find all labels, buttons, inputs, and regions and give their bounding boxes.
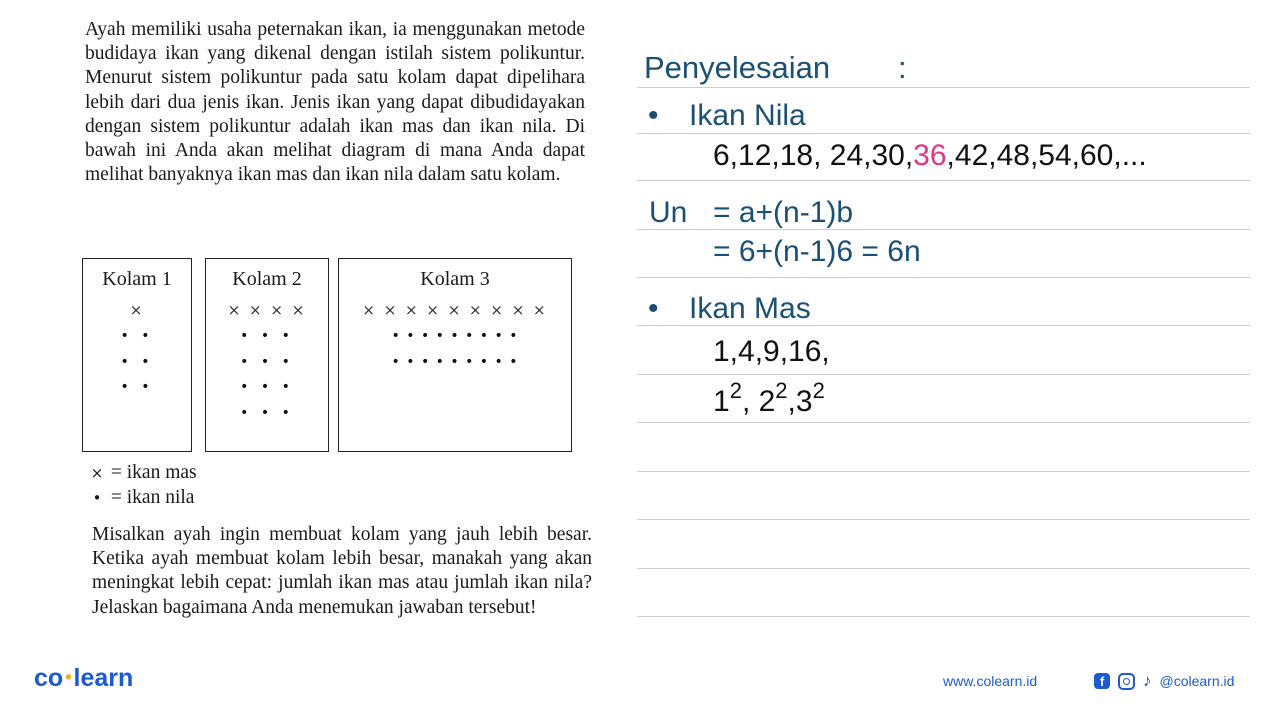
- ruled-line: [637, 568, 1250, 569]
- square-exponent: 2: [812, 378, 825, 403]
- legend-symbol: •: [92, 489, 102, 507]
- un-label: Un: [649, 196, 688, 229]
- bullet-icon: •: [648, 292, 659, 325]
- kolam-3-box: [338, 258, 572, 452]
- logo-part: co: [34, 664, 64, 692]
- legend-ikan-mas: [88, 462, 197, 484]
- legend-label: = ikan nila: [110, 487, 195, 508]
- social-handle[interactable]: @colearn.id: [1159, 673, 1235, 689]
- ruled-line: [637, 374, 1250, 375]
- tiktok-icon[interactable]: ♪: [1143, 671, 1152, 690]
- kolam-2-title: Kolam 2: [232, 268, 302, 290]
- mas-squares: [713, 378, 825, 419]
- square-base: , 2: [741, 385, 776, 418]
- kolam-3-title: Kolam 3: [420, 268, 490, 290]
- ruled-line: [637, 180, 1250, 181]
- kolam-1-box: [82, 258, 192, 452]
- kolam-1-ikan-mas: ×: [129, 301, 145, 319]
- kolam-3-nila-row: • • • • • • • • •: [391, 328, 519, 344]
- facebook-icon[interactable]: f: [1094, 673, 1110, 689]
- ikan-nila-title: Ikan Nila: [689, 99, 806, 132]
- logo-dot: •: [65, 667, 72, 687]
- instagram-icon[interactable]: [1118, 673, 1135, 690]
- mas-sequence: 1,4,9,16,: [713, 335, 830, 368]
- ruled-line: [637, 87, 1250, 88]
- square-base: ,3: [787, 385, 813, 418]
- ruled-line: [637, 277, 1250, 278]
- website-link[interactable]: www.colearn.id: [943, 673, 1038, 689]
- ruled-line: [637, 422, 1250, 423]
- kolam-2-box: [205, 258, 329, 452]
- problem-text: [85, 18, 585, 187]
- square-exponent: 2: [729, 378, 742, 403]
- nila-sequence: [713, 139, 1147, 173]
- ruled-line: [637, 616, 1250, 617]
- kolam-3-ikan-mas: × × × × × × × × ×: [362, 301, 548, 319]
- legend-label: = ikan mas: [110, 462, 197, 483]
- kolam-2-nila-row: • • •: [240, 379, 294, 395]
- kolam-2-nila-row: • • •: [240, 354, 294, 370]
- ikan-mas-title: Ikan Mas: [689, 292, 811, 325]
- square-base: 1: [713, 385, 730, 418]
- un-formula-line-1: = a+(n-1)b: [713, 196, 854, 229]
- social-links: [1094, 671, 1234, 691]
- kolam-2-nila-row: • • •: [240, 405, 294, 421]
- kolam-1-nila-row: • •: [120, 379, 154, 395]
- colearn-logo: [34, 664, 133, 693]
- problem-paragraph: Ayah memiliki usaha peternakan ikan, ia menggunakan metode budidaya ikan yang dikenal dengan istilah sistem polikuntur. Menurut sistem polikuntur pada satu kolam dapat dipelihara lebih dari dua jenis ikan. Jenis ikan yang dapat dibudidayakan dengan sistem polikuntur adalah ikan mas dan ikan nila. Di bawah ini Anda akan melihat diagram di mana Anda dapat melihat banyaknya ikan mas dan ikan nila dalam satu kolam.: [85, 19, 585, 186]
- solution-heading-colon: :: [898, 50, 907, 85]
- question-text: Misalkan ayah ingin membuat kolam yang jauh lebih besar. Ketika ayah membuat kolam lebih besar, manakah yang akan meningkat lebih cepat: jumlah ikan mas atau jumlah ikan nila? Jelaskan bagaimana Anda menemukan jawaban tersebut!: [92, 524, 592, 618]
- un-formula-line-2: = 6+(n-1)6 = 6n: [713, 235, 921, 268]
- bullet-icon: •: [648, 99, 659, 132]
- ruled-line: [637, 471, 1250, 472]
- solution-heading: Penyelesaian: [644, 50, 831, 85]
- kolam-1-nila-row: • •: [120, 354, 154, 370]
- square-exponent: 2: [775, 378, 788, 403]
- nila-sequence-end: ,42,48,54,60,...: [946, 139, 1147, 172]
- ruled-line: [637, 519, 1250, 520]
- legend-symbol: ×: [90, 464, 104, 482]
- kolam-1-title: Kolam 1: [102, 268, 172, 290]
- kolam-2-ikan-mas: × × × ×: [227, 301, 307, 319]
- logo-part: learn: [73, 664, 134, 692]
- kolam-1-nila-row: • •: [120, 328, 154, 344]
- kolam-3-nila-row: • • • • • • • • •: [391, 354, 519, 370]
- nila-sequence-highlight: 36: [913, 139, 947, 172]
- kolam-2-nila-row: • • •: [240, 328, 294, 344]
- nila-sequence-start: 6,12,18, 24,30,: [713, 139, 914, 172]
- legend-ikan-nila: [88, 487, 194, 509]
- ruled-line: [637, 133, 1250, 134]
